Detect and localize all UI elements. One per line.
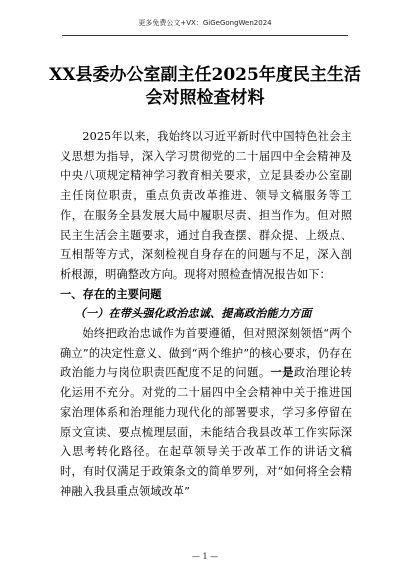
paragraph-1-continuation: 政治理论转化运用不充分。对党的二十届四中全会精神中关于推进国家治理体系和治理能力现代化的部署要求，学习多停留在原文宣读、要点梳理层面，未能结合我县改革工作实际深入思考转化路径。在起草领导关于改革工作的讲话文稿时，有时仅满足于政策条文的简单罗列，对“如何将全会精神融入我县重点领域改革” (60, 366, 352, 498)
paragraph-1-emphasis: 一是 (270, 365, 294, 380)
paragraph-1 (60, 324, 352, 501)
page-number: — 1 — (191, 552, 219, 561)
document-title (40, 64, 370, 110)
document-body (60, 127, 352, 501)
subsection-heading-1: （一）在带头强化政治忠诚、提高政治能力方面 (74, 306, 312, 321)
title-line-2: 会对照检查材料 (145, 88, 265, 108)
section-heading-1: 一、存在的主要问题 (60, 286, 162, 301)
header-divider (62, 35, 348, 36)
paragraph-1-text: 始终把政治忠诚作为首要遵循，但对照深刻领悟“两个确立”的决定性意义、做到“两个维护”的核心要求，仍存在政治能力与岗位职责匹配度不足的问题。 (60, 327, 352, 380)
intro-paragraph: 2025年以来，我始终以习近平新时代中国特色社会主义思想为指导，深入学习贯彻党的二十届四中全会精神及中央八项规定精神学习教育相关要求，立足县委办公室副主任岗位职责，重点负责改革推进、领导文稿服务等工作，在服务全县发展大局中履职尽责、担当作为。但对照民主生活会主题要求，通过自我查摆、群众提、上级点、互相帮等方式，深刻检视自身存在的问题与不足，深入剖析根源，明确整改方向。现将对照检查情况报告如下： (60, 130, 352, 281)
title-line-1: XX县委办公室副主任2025年度民主生活 (49, 65, 361, 85)
page-header: 更多免费公文+VX：GiGeGongWen2024 (138, 19, 272, 27)
